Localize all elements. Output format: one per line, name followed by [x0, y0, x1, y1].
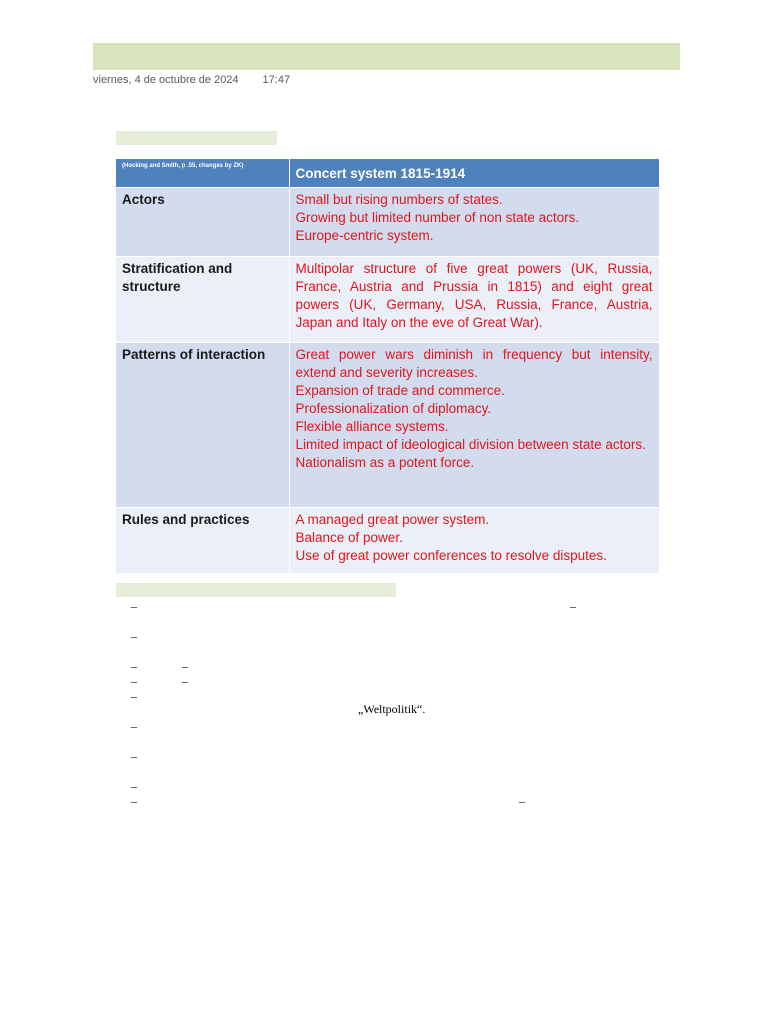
list-dash: – — [131, 749, 137, 763]
content-line: A managed great power system. — [295, 512, 490, 527]
page-time: 17:47 — [262, 74, 291, 86]
page-title-bar[interactable] — [93, 43, 680, 70]
inline-dash: – — [519, 794, 525, 808]
table-row — [116, 508, 659, 574]
row-label: Stratification and structure — [116, 257, 289, 343]
content-line: Use of great power conferences to resolve disputes. — [295, 548, 607, 563]
row-content — [289, 188, 659, 257]
content-line: Europe-centric system. — [295, 228, 434, 243]
weltpolitik-text: „Weltpolitik“. — [358, 702, 426, 716]
inline-dash: – — [182, 659, 188, 673]
content-line: Expansion of trade and commerce. — [295, 383, 505, 398]
table-row — [116, 188, 659, 257]
inline-dash: – — [182, 674, 188, 688]
list-dash: – — [131, 689, 137, 703]
table-source-note: (Hocking and Smith, p .55, changes by ZK) — [116, 159, 289, 188]
table-row — [116, 257, 659, 343]
content-line: Great power wars diminish in frequency but intensity, extend and severity increases. — [295, 347, 653, 380]
content-line: Small but rising numbers of states. — [295, 192, 503, 207]
content-line: Professionalization of diplomacy. — [295, 401, 492, 416]
list-dash: – — [131, 794, 137, 808]
row-label: Actors — [116, 188, 289, 257]
row-content — [289, 343, 659, 508]
content-line: Nationalism as a potent force. — [295, 455, 475, 470]
list-dash: – — [131, 599, 137, 613]
row-label: Patterns of interaction — [116, 343, 289, 508]
row-content — [289, 508, 659, 574]
list-dash: – — [131, 674, 137, 688]
concert-system-table — [116, 159, 660, 573]
heading-highlight-2 — [116, 583, 396, 597]
table-column-title: Concert system 1815-1914 — [289, 159, 659, 188]
page-date: viernes, 4 de octubre de 2024 — [93, 74, 239, 86]
inline-dash: – — [570, 599, 576, 613]
content-line: Flexible alliance systems. — [295, 419, 449, 434]
list-dash: – — [131, 779, 137, 793]
content-line: Growing but limited number of non state actors. — [295, 210, 580, 225]
heading-highlight-1 — [116, 131, 277, 145]
list-dash: – — [131, 629, 137, 643]
row-label: Rules and practices — [116, 508, 289, 574]
page-meta — [93, 74, 290, 86]
content-line: Limited impact of ideological division between state actors. — [295, 437, 646, 452]
content-line: Multipolar structure of five great powers (UK, Russia, France, Austria and Prussia in 1815) and eight great powers (UK, Germany, USA, Russia, France, Austria, Japan and Italy on the eve of Great War). — [295, 261, 653, 330]
list-dash: – — [131, 659, 137, 673]
list-dash: – — [131, 719, 137, 733]
row-content — [289, 257, 659, 343]
content-line: Balance of power. — [295, 530, 403, 545]
table-row — [116, 343, 659, 508]
